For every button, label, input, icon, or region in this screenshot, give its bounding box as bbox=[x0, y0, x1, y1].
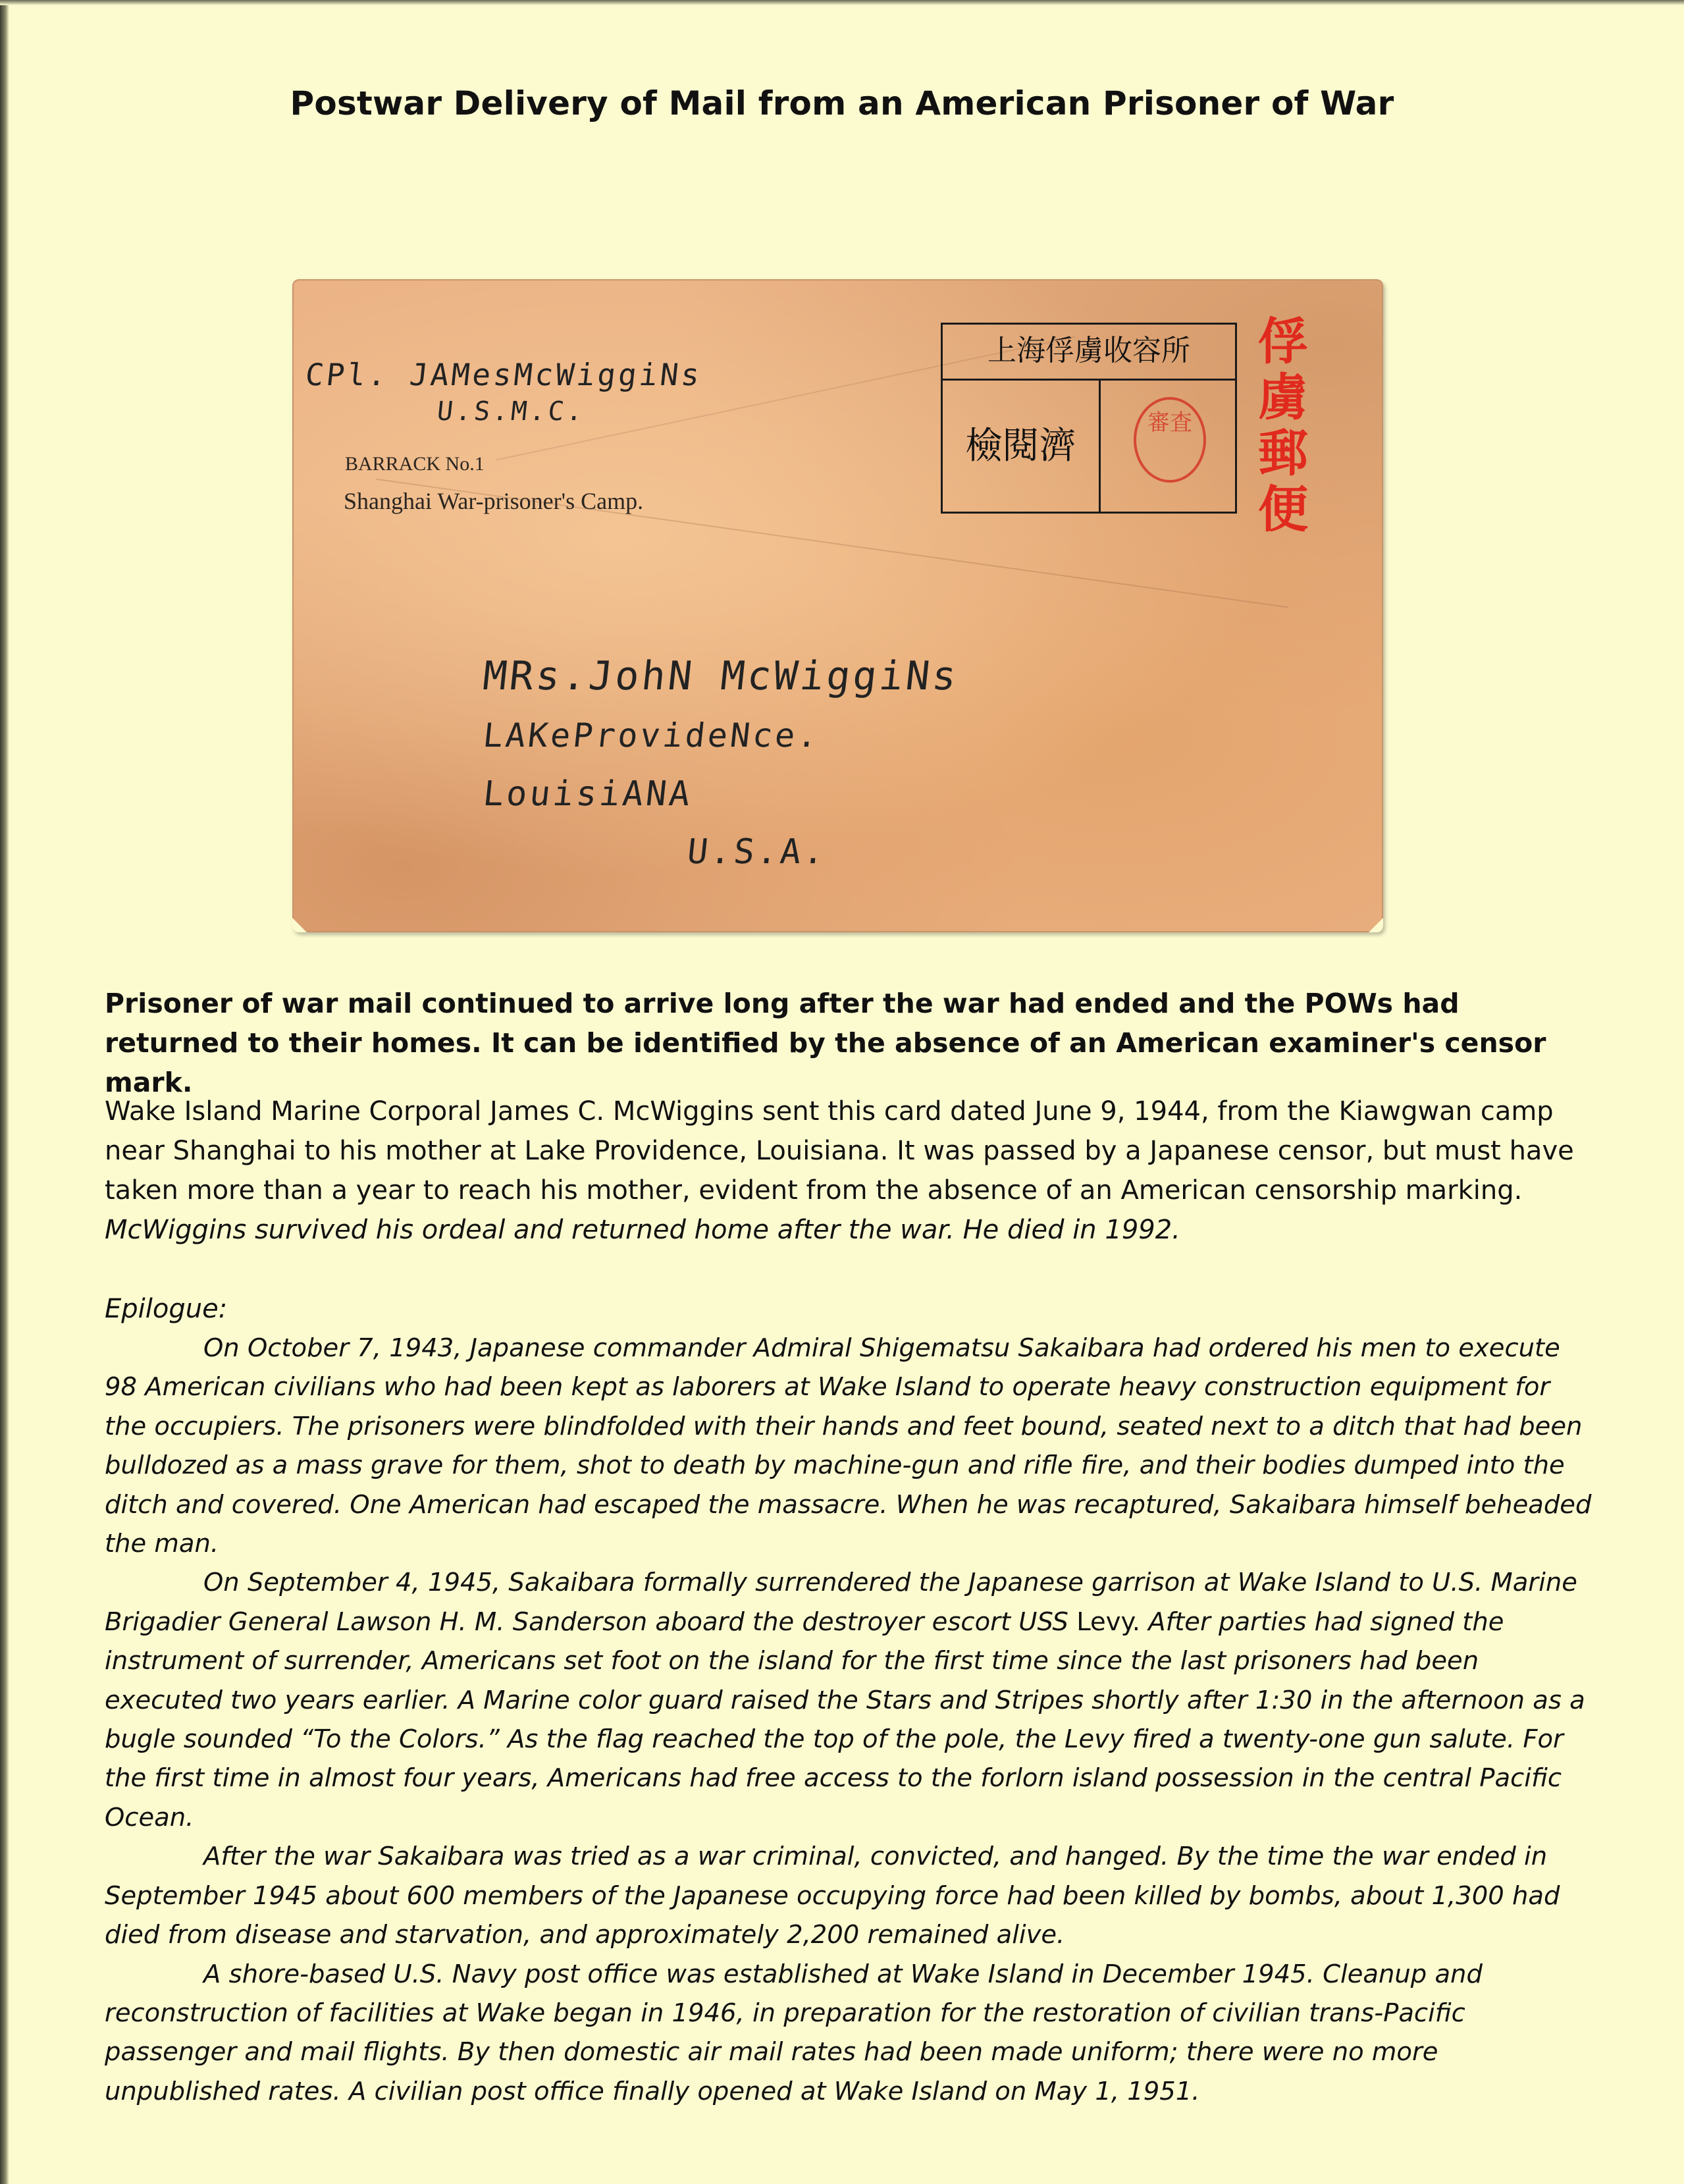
description-italic-text: McWiggins survived his ordeal and returned home after the war. He died in 1992. bbox=[105, 1215, 1180, 1245]
epilogue-paragraph bbox=[105, 1563, 1599, 1837]
epilogue-label: Epilogue: bbox=[105, 1294, 228, 1324]
sender-name: CPl. JAMesMcWiggiNs bbox=[303, 357, 704, 392]
ship-name: Levy. bbox=[1076, 1607, 1141, 1637]
sender-unit: U.S.M.C. bbox=[435, 396, 587, 427]
postcard-image bbox=[292, 279, 1383, 932]
scan-edge bbox=[0, 0, 9, 2184]
page-title: Postwar Delivery of Mail from an American Prisoner of War bbox=[290, 84, 1394, 122]
censor-passed-label: 檢閱濟 bbox=[943, 381, 1101, 512]
epilogue-text bbox=[105, 1329, 1599, 2111]
epilogue-paragraph: A shore-based U.S. Navy post office was established at Wake Island in December 1945. Cleanup and reconstruction of facilities at Wake began in 1946, in preparation for the restoration of civilian trans-Pacific passenger and mail flights. By then domestic air mail rates had been made uniform; there were no more unpublished rates. A civilian post office finally opened at Wake Island on May 1, 1951. bbox=[105, 1959, 1483, 2106]
recipient-state: LouisiANA bbox=[481, 774, 695, 814]
epilogue-paragraph: After the war Sakaibara was tried as a war criminal, convicted, and hanged. By the time the war ended in September 1945 about 600 members of the Japanese occupying force had been killed by bombs, about 1,300 had died from disease and starvation, and approximately 2,200 remained alive. bbox=[105, 1842, 1560, 1950]
card-corner bbox=[1369, 918, 1383, 932]
description-text: Wake Island Marine Corporal James C. McWiggins sent this card dated June 9, 1944, from the Kiawgwan camp near Shanghai to his mother at Lake Providence, Louisiana. It was passed by a Japanese censor, but must have taken more than a year to reach his mother, evident from the absence of an American censorship marking. bbox=[105, 1096, 1574, 1206]
recipient-city: LAKeProvideNce. bbox=[481, 716, 822, 755]
epilogue-paragraph: On October 7, 1943, Japanese commander Admiral Shigematsu Sakaibara had ordered his men to execute 98 American civilians who had been kept as laborers at Wake Island to operate heavy construction equipment for the occupiers. The prisoners were blindfolded with their hands and feet bound, seated next to a ditch that had been bulldozed as a mass grave for them, shot to death by machine-gun and rifle fire, and their bodies dumped into the ditch and covered. One American had escaped the massacre. When he was recaptured, Sakaibara himself beheaded the man. bbox=[105, 1333, 1592, 1559]
epilogue-text-part: After parties had signed the instrument of surrender, Americans set foot on the island for the first time since the last prisoners had been executed two years earlier. A Marine color guard raised the Stars and Stripes shortly after 1:30 in the afternoon as a bugle sounded “To the Colors.” As the flag reached the top of the pole, the Levy fired a twenty-one gun salute. For the first time in almost four years, Americans had free access to the forlorn island possession in the central Pacific Ocean. bbox=[105, 1607, 1585, 1832]
sender-barrack: BARRACK No.1 bbox=[345, 453, 485, 475]
sender-camp: Shanghai War-prisoner's Camp. bbox=[344, 488, 644, 514]
censor-office-label: 上海俘虜收容所 bbox=[943, 325, 1235, 381]
censor-box bbox=[941, 323, 1237, 514]
epilogue-text-part: On September 4, 1945, Sakaibara formally surrendered the Japanese garrison at Wake Island to U.S. Marine Brigadier General Lawson H. M. Sanderson aboard the destroyer escort USS bbox=[105, 1568, 1577, 1637]
card-corner bbox=[292, 918, 307, 932]
description-paragraph bbox=[105, 1092, 1592, 1250]
pow-mail-mark: 俘虜郵便 bbox=[1258, 312, 1308, 539]
lead-paragraph: Prisoner of war mail continued to arrive long after the war had ended and the POWs had returned to their homes. It can be identified by the absence of an American examiner's censor mark. bbox=[105, 988, 1546, 1098]
censor-chop-seal: 審査 bbox=[1134, 397, 1206, 483]
recipient-name: MRs.JohN McWiggiNs bbox=[481, 653, 961, 699]
scan-edge-top bbox=[0, 0, 1684, 5]
recipient-country: U.S.A. bbox=[685, 832, 829, 872]
